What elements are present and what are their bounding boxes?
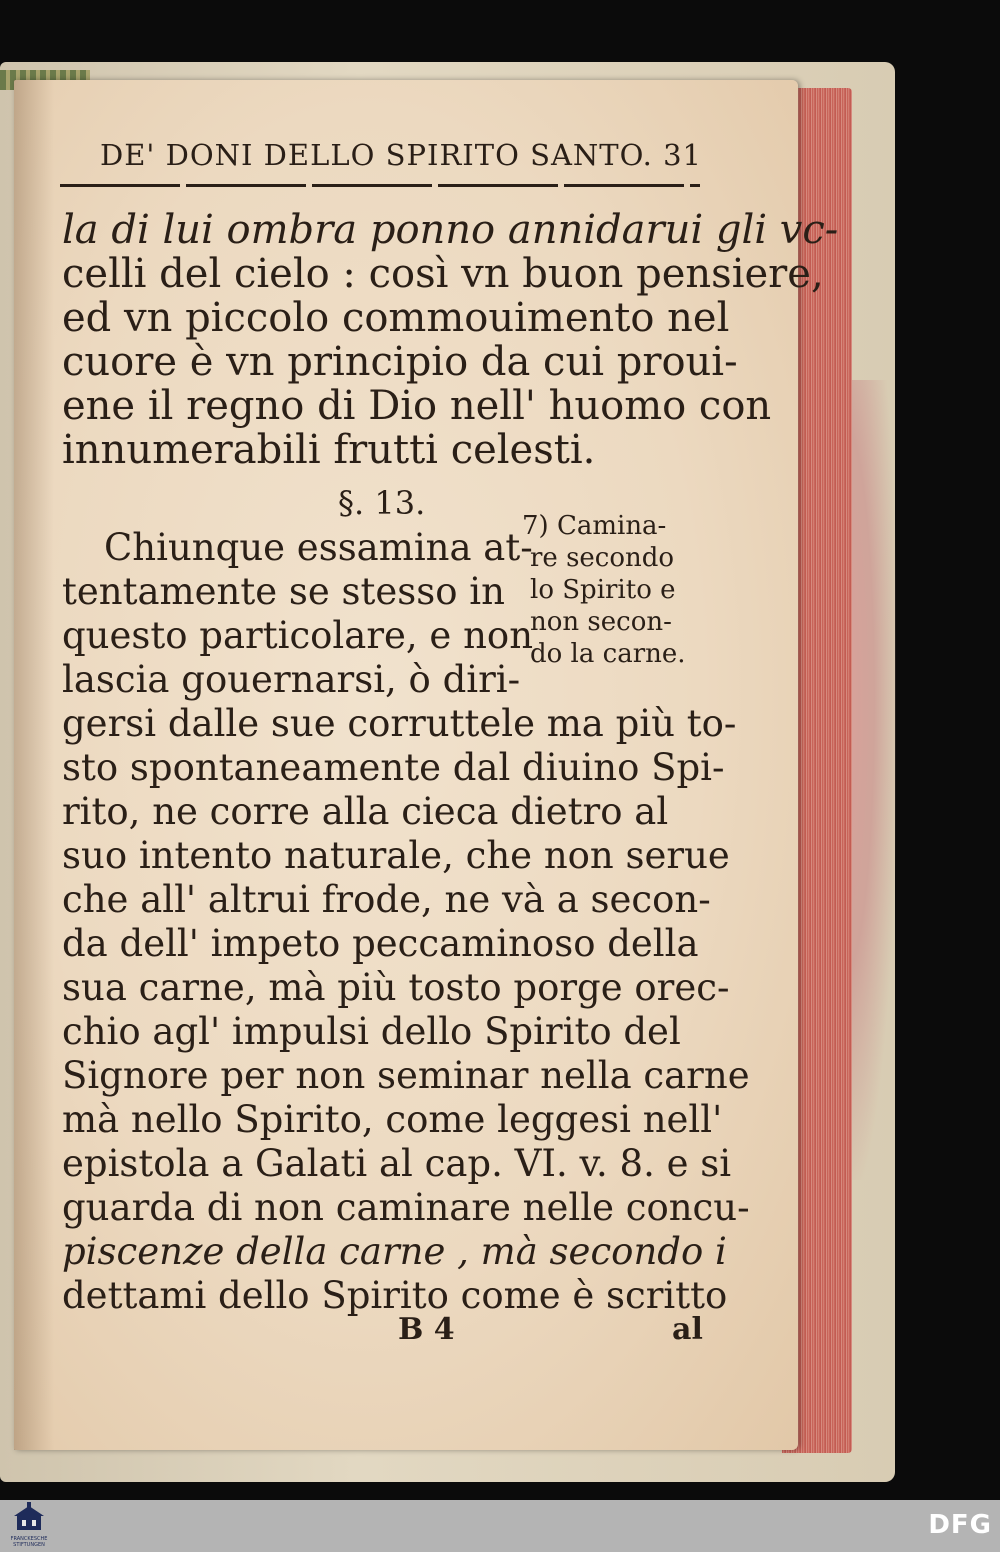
marginal-note-line: re secondo (530, 543, 675, 573)
text-line: sua carne, mà più tosto porge orec- (62, 966, 730, 1009)
marginal-note-line: lo Spirito e (530, 575, 676, 605)
gutter-shadow (14, 80, 54, 1450)
text-line: cuore è vn principio da cui proui- (62, 339, 738, 385)
catchword: al (672, 1312, 703, 1347)
text-line: celli del cielo : così vn buon pensiere, (62, 251, 824, 297)
header-rule (60, 184, 700, 187)
page-number: 31 (663, 138, 702, 172)
text-line: Chiunque essamina at- (104, 526, 533, 569)
text-line: lascia gouernarsi, ò diri- (62, 658, 521, 701)
running-header (92, 138, 702, 178)
text-line: Signore per non seminar nella carne (62, 1054, 750, 1097)
text-line: piscenze della carne , mà secondo i (62, 1230, 727, 1273)
text-line: da dell' impeto peccaminoso della (62, 922, 699, 965)
dfg-logo: DFG (928, 1510, 992, 1540)
marginal-note (522, 510, 712, 670)
marginal-note-line: do la carne. (530, 639, 686, 669)
text-line: chio agl' impulsi dello Spirito del (62, 1010, 681, 1053)
footer-bar (0, 1500, 1000, 1552)
text-line: epistola a Galati al cap. VI. v. 8. e si (62, 1142, 732, 1185)
running-title: DE' DONI DELLO SPIRITO SANTO. (100, 138, 653, 172)
text-line: la di lui ombra ponno annidarui gli vc- (62, 207, 839, 253)
text-line: questo particolare, e non (62, 614, 534, 657)
marginal-note-line: 7) Camina- (522, 511, 667, 541)
text-line: mà nello Spirito, come leggesi nell' (62, 1098, 723, 1141)
francke-logo-text: FRANCKESCHE STIFTUNGEN (10, 1536, 48, 1548)
francke-logo (4, 1502, 54, 1550)
signature-mark: B 4 (398, 1312, 455, 1347)
marginal-note-line: non secon- (530, 607, 672, 637)
text-line: suo intento naturale, che non serue (62, 834, 730, 877)
text-line: ene il regno di Dio nell' huomo con (62, 383, 772, 429)
text-line: che all' altrui frode, ne và a secon- (62, 878, 711, 921)
text-line: gersi dalle sue corruttele ma più to- (62, 702, 737, 745)
building-icon (4, 1502, 54, 1536)
text-line: guarda di non caminare nelle concu- (62, 1186, 750, 1229)
text-line: innumerabili frutti celesti. (62, 427, 596, 473)
text-line: ed vn piccolo commouimento nel (62, 295, 730, 341)
section-mark: §. 13. (338, 484, 426, 522)
text-line: dettami dello Spirito come è scritto (62, 1274, 728, 1317)
text-line: rito, ne corre alla cieca dietro al (62, 790, 669, 833)
text-line: tentamente se stesso in (62, 570, 505, 613)
text-line: sto spontaneamente dal diuino Spi- (62, 746, 725, 789)
